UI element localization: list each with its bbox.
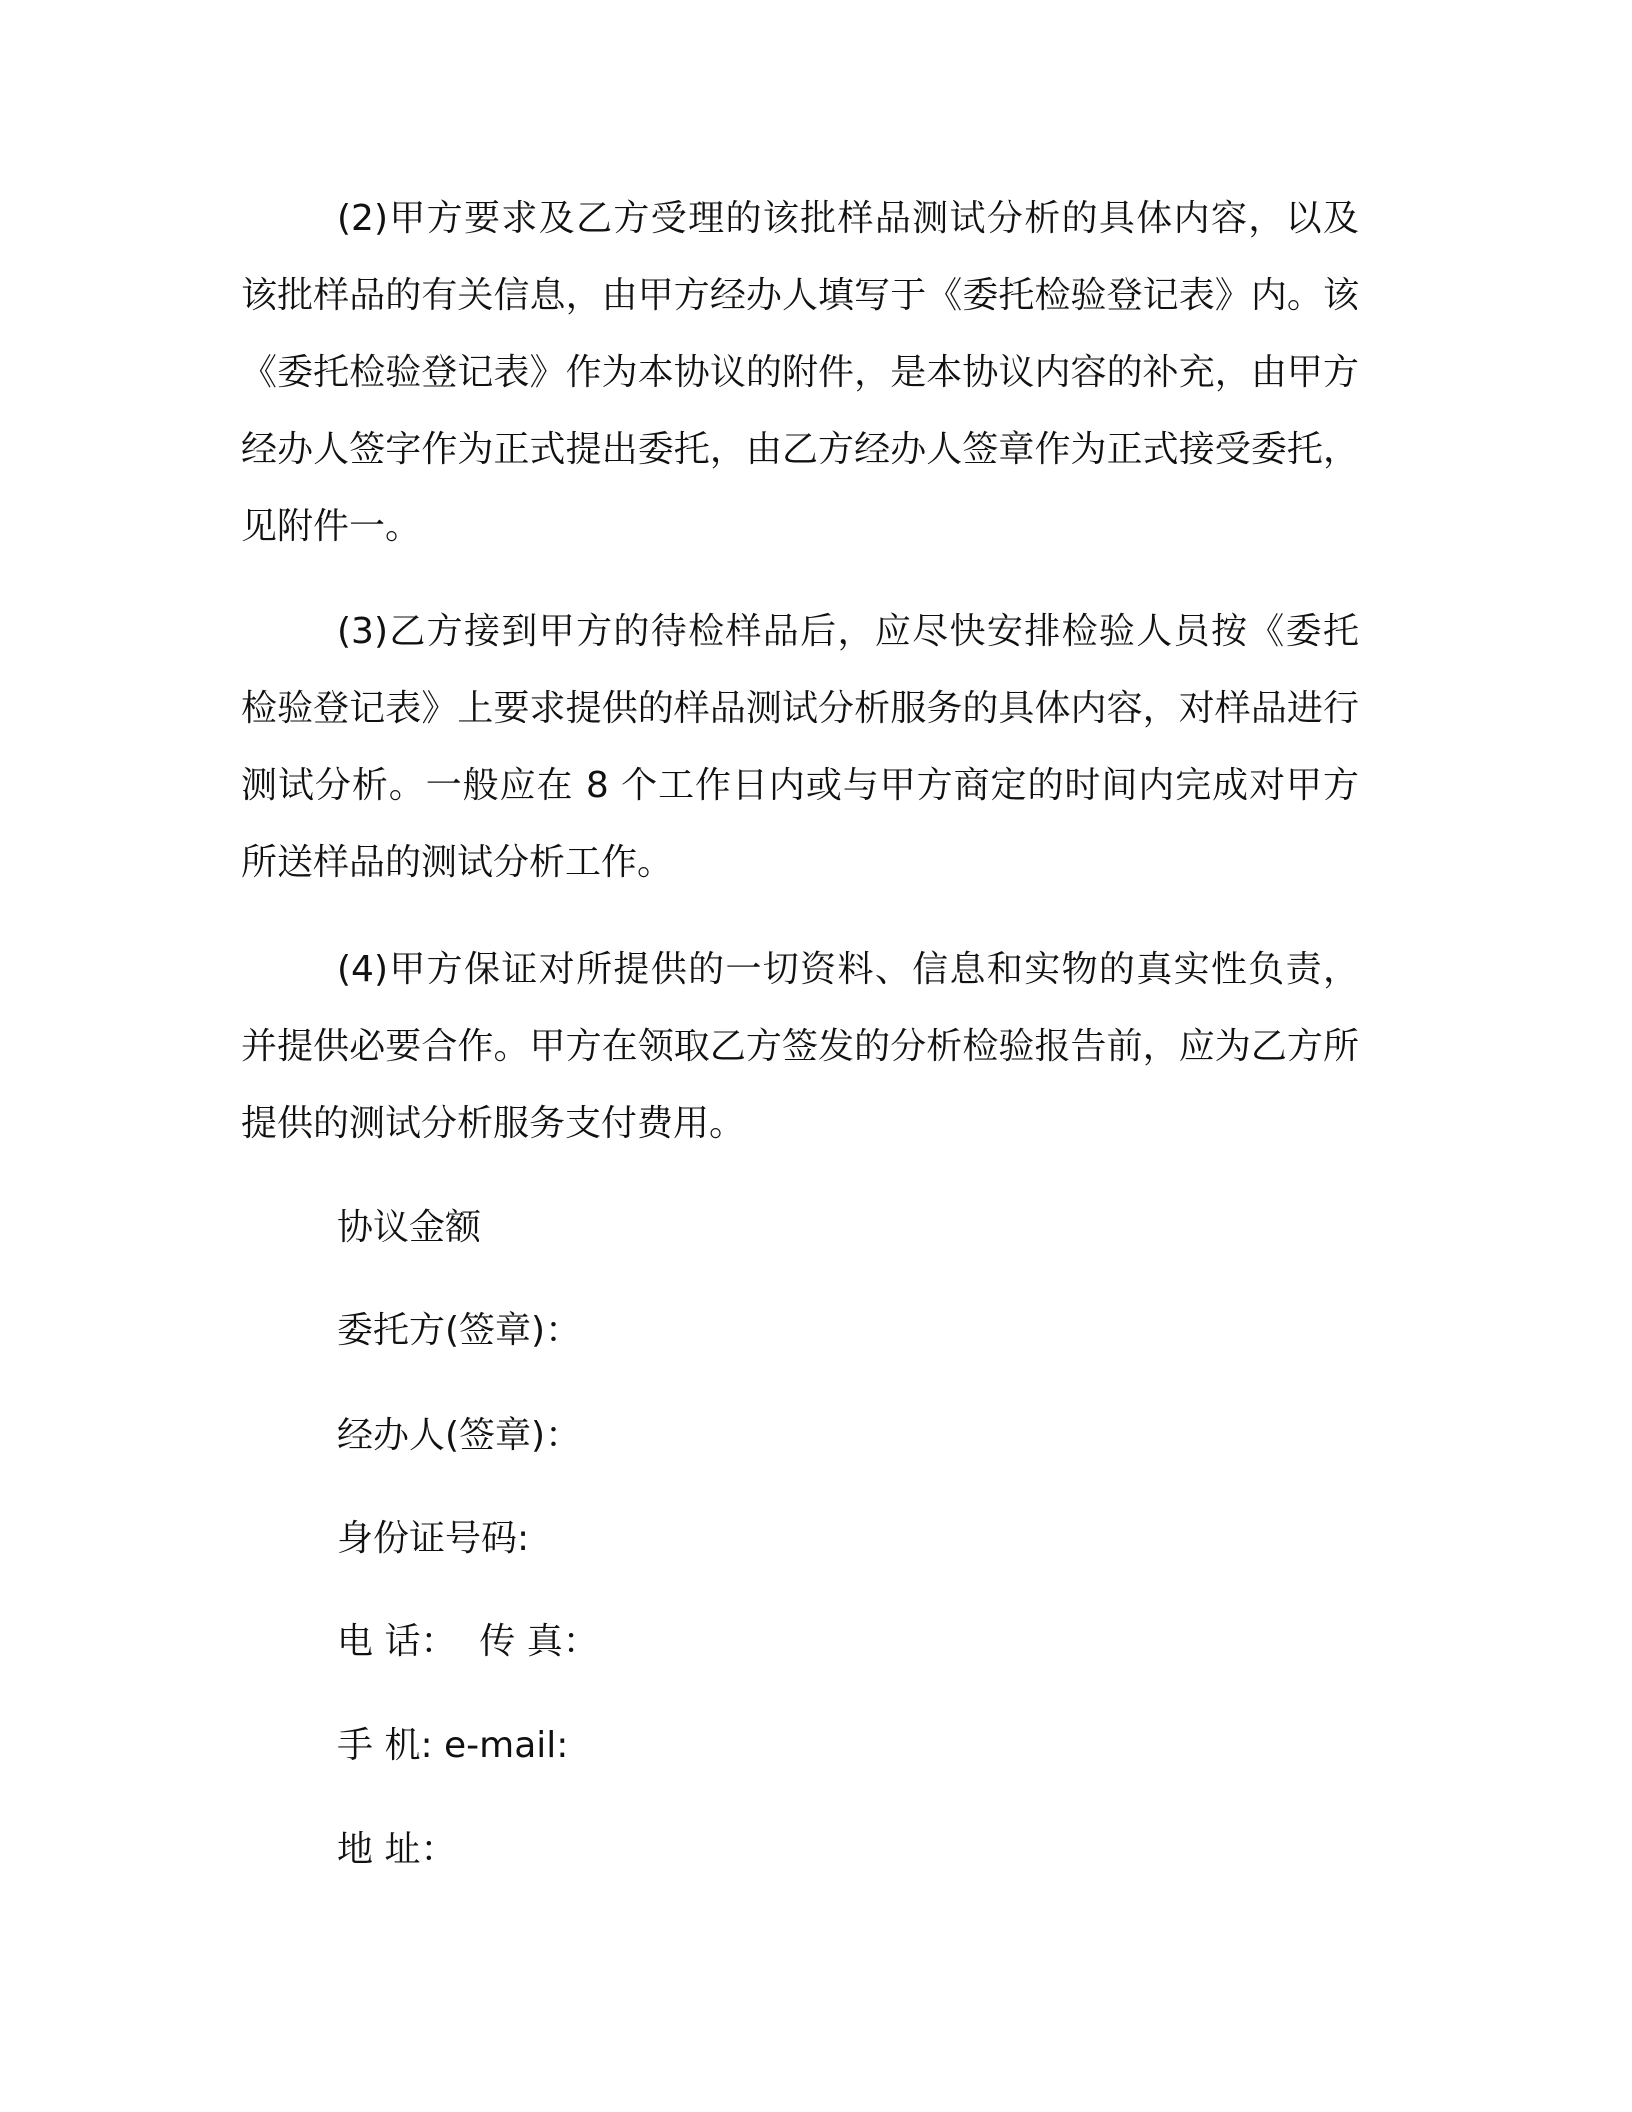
id-number-label: 身份证号码: <box>337 1518 530 1559</box>
mobile-email-label: 手 机: e-mail: <box>337 1725 569 1766</box>
address-label: 地 址： <box>337 1829 457 1870</box>
handler-seal-label: 经办人(签章)： <box>337 1415 582 1456</box>
phone-fax-label: 电 话： 传 真： <box>337 1621 599 1662</box>
paragraph-3: (3)乙方接到甲方的待检样品后，应尽快安排检验人员按《委托检验登记表》上要求提供的样品测试分析服务的具体内容，对样品进行测试分析。一般应在 8 个工作日内或与甲方商定的时间内完成对甲方所送样品的测试分析工作。 <box>241 611 1359 883</box>
client-seal-label: 委托方(签章)： <box>337 1310 582 1351</box>
agreement-amount-label: 协议金额 <box>337 1207 482 1248</box>
paragraph-4: (4)甲方保证对所提供的一切资料、信息和实物的真实性负责，并提供必要合作。甲方在领取乙方签发的分析检验报告前，应为乙方所提供的测试分析服务支付费用。 <box>241 949 1359 1144</box>
paragraph-2: (2)甲方要求及乙方受理的该批样品测试分析的具体内容，以及该批样品的有关信息，由甲方经办人填写于《委托检验登记表》内。该《委托检验登记表》作为本协议的附件，是本协议内容的补充，由甲方经办人签字作为正式提出委托，由乙方经办人签章作为正式接受委托，见附件一。 <box>241 198 1359 547</box>
